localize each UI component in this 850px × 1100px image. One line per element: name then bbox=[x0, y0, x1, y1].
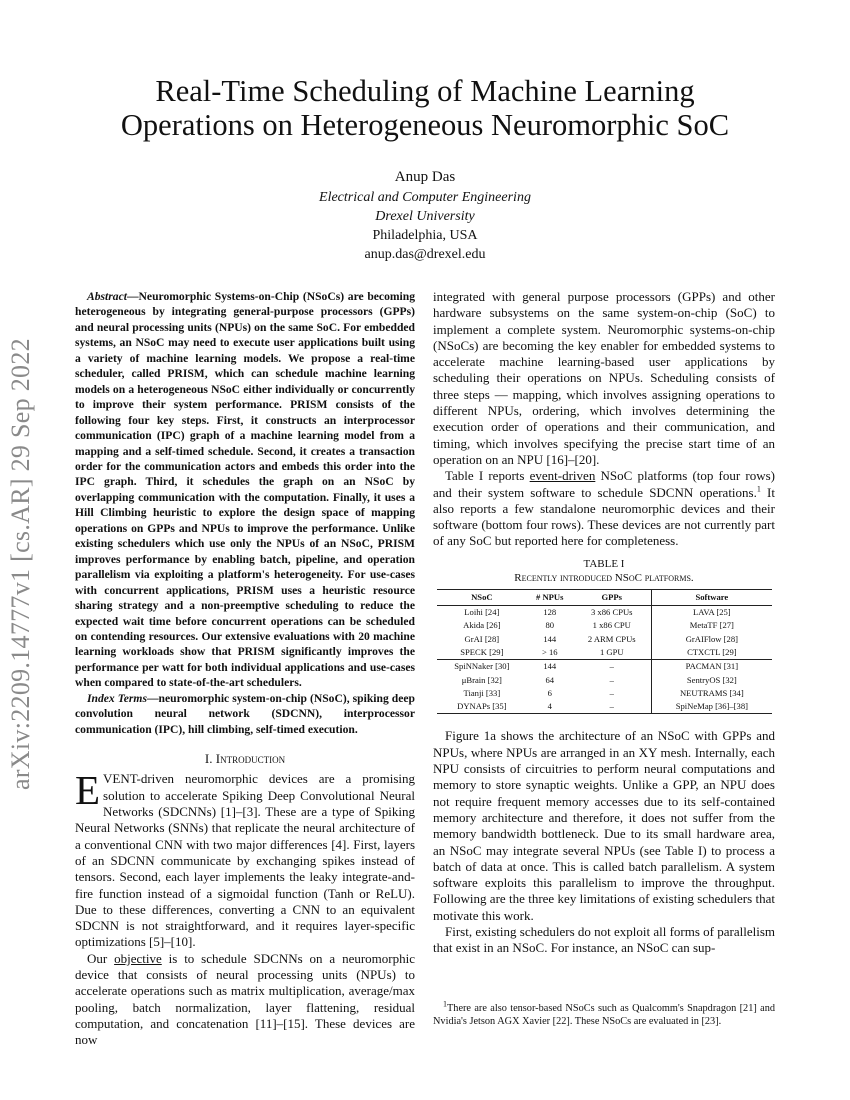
intro-paragraph bbox=[75, 951, 415, 1049]
table-cell: 2 ARM CPUs bbox=[572, 633, 651, 646]
intro-paragraph: Figure 1a shows the architecture of an NSoC with GPPs and NPUs, where NPUs are arranged in an XY mesh. Internally, each NPU consists of circuitries to perform neural computations and memory to store synaptic weights. Unlike a GPP, an NPU does not require frequent memory accesses due to its self-contained memory architecture and therefore, it does not suffer from the memory bandwidth bottleneck. Due to its small hardware area, an NSoC may integrate several NPUs (see Table I) to process a batch of data at once. This is called batch parallelism. A system software exploits this parallelism to improve the throughput. Following are the three key limitations of existing schedulers that motivate this work. bbox=[433, 728, 775, 923]
drop-cap: E bbox=[75, 767, 101, 814]
index-terms-label: Index Terms bbox=[87, 691, 147, 705]
table-cell: 1 x86 CPU bbox=[572, 619, 651, 632]
table-row bbox=[437, 660, 772, 674]
table-cell: CTXCTL [29] bbox=[687, 646, 737, 657]
footnote bbox=[433, 999, 775, 1028]
text: is to schedule SDCNNs on a neuromorphic device that consists of neural processing units (NPUs) to accelerate operations such as matrix multiplication, average/max pooling, batch normalization, layer flattening, residual computation, and concatenation [11]–[15]. These devices are now bbox=[75, 950, 415, 1048]
col-header: GPPs bbox=[572, 589, 651, 605]
abstract-text: —Neuromorphic Systems-on-Chip (NSoCs) are becoming heterogeneous by integrating general-purpose processors (GPPs) and neural processing units (NPUs) on the same SoC. For embedded systems, an NSoC may need to execute user applications built using a variety of machine learning models. We propose a real-time scheduler, called PRISM, which can schedule machine learning models on a heterogeneous NSoC either individually or concurrently to improve their system performance. PRISM consists of the following four key steps. First, it constructs an interprocessor communication (IPC) graph of a machine learning model from a mapping and a self-timed schedule. Second, it creates a transaction order for the communication actors and embeds this order into the IPC graph. Third, it schedules the graph on an NSoC by overlapping communication with the computation. Finally, it uses a Hill Climbing heuristic to explore the design space of mapping operations on GPPs and NPUs to improve the performance. Unlike existing schedulers which use only the NPUs of an NSoC, PRISM improves performance by enabling batch, pipeline, and operation parallelism via exploiting a platform's heterogeneity. For use-cases with concurrent applications, PRISM uses a heuristic resource sharing strategy and a non-preemptive scheduling to reduce the expected wait time before concurrent operations can be scheduled on contending resources. Our extensive evaluations with 20 machine learning workloads show that PRISM significantly improves the performance per watt for both individual applications and use-cases when compared to state-of-the-art schedulers. bbox=[75, 290, 415, 690]
abstract bbox=[75, 289, 415, 691]
intro-paragraph: First, existing schedulers do not exploit all forms of parallelism that exist in an NSoC. For instance, an NSoC can sup- bbox=[433, 923, 776, 956]
table-cell: 1 GPU bbox=[572, 646, 651, 660]
arxiv-watermark: arXiv:2209.14777v1 [cs.AR] 29 Sep 2022 bbox=[6, 338, 35, 790]
table-cell: GrAIFlow [28] bbox=[685, 633, 738, 644]
underlined-text: objective bbox=[114, 950, 162, 966]
table-cell: SPECK [29] bbox=[460, 646, 504, 657]
table-cell: 80 bbox=[545, 620, 555, 631]
intro-paragraph bbox=[75, 767, 415, 950]
table-cell: – bbox=[572, 674, 651, 687]
table-cell: SpiNNaker [30] bbox=[437, 660, 528, 674]
table-cell: GrAI [28] bbox=[464, 633, 500, 644]
table-cell: DYNAPs [35] bbox=[457, 701, 507, 712]
table-cell: 3 x86 CPUs bbox=[572, 606, 651, 620]
text: It also reports a few standalone neuromorphic devices and their software (bottom four rows). These devices are not currently part of any SoC but reported here for completeness. bbox=[433, 484, 775, 549]
intro-paragraph: integrated with general purpose processors (GPPs) and other hardware subsystems on the same system-on-chip (SoC) to implement a complete system. Neuromorphic systems-on-chip (NSoCs) are becoming the key enabler for embedded systems to accelerate machine learning-based user applications by scheduling their operations on NPUs. Scheduling consists of three steps — mapping, which involves assigning operations to different NPUs, ordering, which involves determining the execution order of operations and their communication, and timing, which involves specifying the precise start time of an operation on an NPU [16]–[20]. bbox=[433, 289, 775, 467]
intro-p1-text: VENT-driven neuromorphic devices are a promising solution to accelerate Spiking Deep Convolutional Neural Networks (SDCNNs) [1]–[3]. These are a type of Spiking Neural Networks (SNNs) that replicate the neural architecture of a conventional CNN with two major differences [4]. First, layers of an SDCNN communicate by exchanging spikes instead of tensors. Second, each layer implements the leaky integrate-and-fire function instead of a sigmoidal function (Tanh or ReLU). Due to these differences, converting a CNN to an equivalent SDCNN is not straightforward, and it requires layer-specific optimizations [5]–[10]. bbox=[75, 771, 415, 950]
table-cell: Akida [26] bbox=[463, 620, 501, 631]
author-email: anup.das@drexel.edu bbox=[364, 247, 486, 262]
footnote-text: There are also tensor-based NSoCs such as Qualcomm's Snapdragon [21] and Nvidia's Jetson AGX Xavier [22]. These NSoCs are evaluated in [23]. bbox=[433, 1003, 775, 1027]
nsoc-table bbox=[437, 589, 772, 715]
title-line: Operations on Heterogeneous Neuromorphic SoC bbox=[120, 108, 730, 142]
author-name: Anup Das bbox=[394, 169, 456, 185]
author-dept: Electrical and Computer Engineering bbox=[319, 190, 531, 205]
right-column bbox=[433, 289, 775, 957]
table-cell: – bbox=[572, 687, 651, 700]
table-cell: LAVA [25] bbox=[693, 607, 731, 618]
table-cell: μBrain [32] bbox=[461, 674, 502, 685]
table-cell: 6 bbox=[547, 687, 552, 698]
footnote-ref[interactable]: 1 bbox=[756, 484, 761, 494]
table-row bbox=[437, 606, 772, 620]
table-cell: 144 bbox=[543, 633, 557, 644]
table-cell: – bbox=[572, 700, 651, 714]
abstract-label: Abstract bbox=[87, 290, 127, 303]
table-row bbox=[437, 633, 772, 646]
paper-title bbox=[0, 74, 850, 142]
table-row bbox=[437, 674, 772, 687]
table-cell: 64 bbox=[545, 674, 555, 685]
table-cell: Loihi [24] bbox=[464, 607, 500, 618]
table-cell: PACMAN [31] bbox=[652, 660, 772, 674]
section-heading: I. Introduction bbox=[204, 751, 286, 767]
table-row bbox=[437, 646, 772, 660]
table-cell: 144 bbox=[527, 660, 572, 674]
author-block bbox=[0, 168, 850, 264]
left-column bbox=[75, 289, 415, 1048]
col-header: # NPUs bbox=[527, 589, 572, 605]
col-header: Software bbox=[652, 589, 772, 605]
title-line: Real-Time Scheduling of Machine Learning bbox=[155, 74, 695, 108]
table-cell: SentryOS [32] bbox=[686, 674, 737, 685]
underlined-text: event-driven bbox=[529, 468, 596, 484]
table-cell: 4 bbox=[547, 701, 552, 712]
table-cell: SpiNeMap [36]–[38] bbox=[675, 701, 749, 712]
index-terms-text: —neuromorphic system-on-chip (NSoC), spiking deep convolution neural network (SDCNN), interprocessor communication (IPC), hill climbing, self-timed execution. bbox=[75, 691, 415, 736]
table-cell: 128 bbox=[543, 607, 557, 618]
intro-paragraph bbox=[433, 468, 775, 549]
table-cell: MetaTF [27] bbox=[689, 620, 734, 631]
col-header: NSoC bbox=[437, 589, 528, 605]
footnote-mark: 1 bbox=[443, 999, 447, 1009]
table-row bbox=[437, 700, 772, 714]
table-cell: – bbox=[572, 660, 651, 674]
author-univ: Drexel University bbox=[375, 209, 475, 224]
index-terms bbox=[75, 691, 415, 737]
text: Our bbox=[87, 950, 115, 966]
table-row bbox=[437, 687, 772, 700]
table-cell: NEUTRAMS [34] bbox=[679, 687, 744, 698]
text: Table I reports bbox=[445, 468, 530, 484]
text: NSoC platforms (top four rows) and their system software to schedule SDCNN operations. bbox=[433, 468, 775, 500]
table-subtitle: Recently introduced NSoC platforms. bbox=[514, 571, 694, 584]
table-row bbox=[437, 619, 772, 632]
table-caption: TABLE I bbox=[583, 557, 625, 570]
table-cell: > 16 bbox=[541, 646, 558, 657]
author-location: Philadelphia, USA bbox=[372, 228, 478, 243]
table-cell: Tianji [33] bbox=[463, 687, 501, 698]
table-header-row bbox=[437, 589, 772, 605]
